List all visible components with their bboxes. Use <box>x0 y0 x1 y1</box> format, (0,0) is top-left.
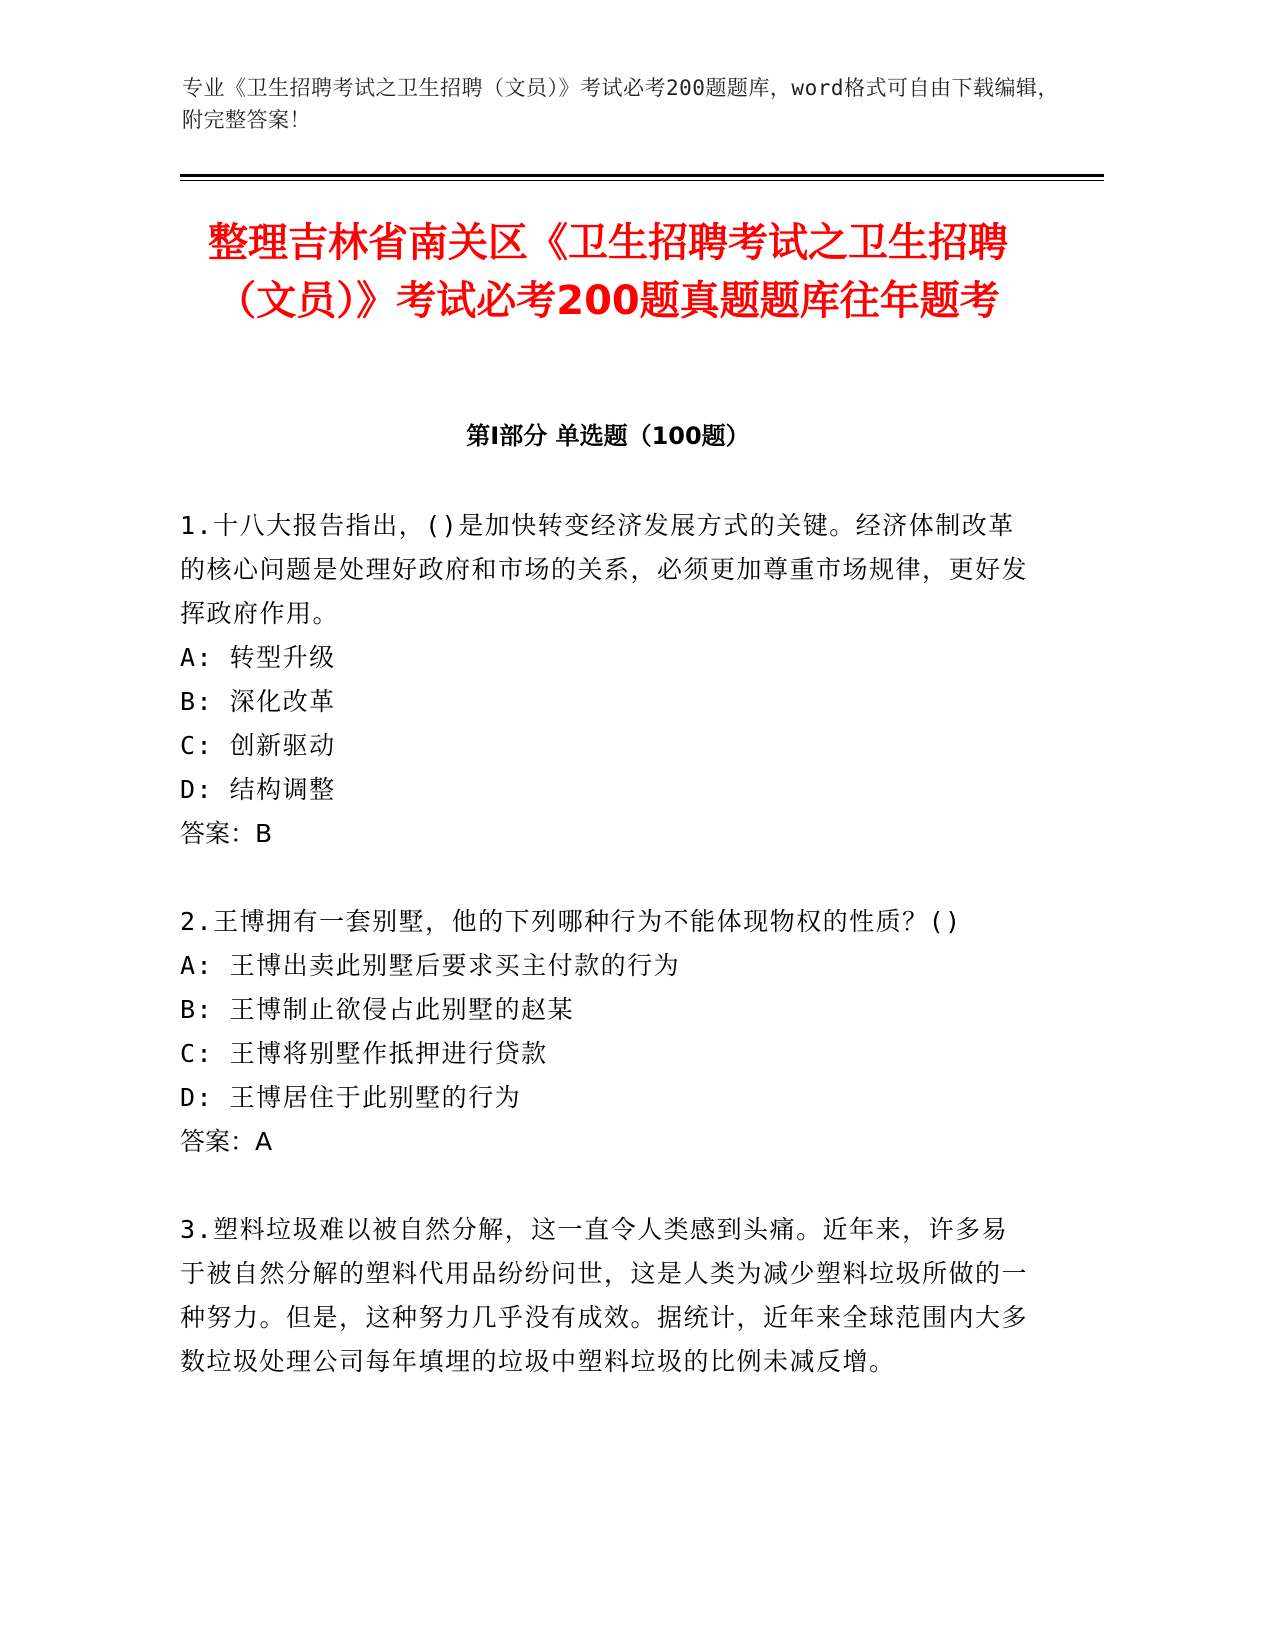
question-list <box>180 504 1028 1428</box>
document-title: 整理吉林省南关区《卫生招聘考试之卫生招聘（文员）》考试必考200题真题题库往年题考 <box>208 220 1008 324</box>
option-b: B: 深化改革 <box>180 687 336 716</box>
question-2 <box>180 900 1028 1164</box>
header-divider-thick <box>180 174 1104 177</box>
option-a: A: 转型升级 <box>180 643 336 672</box>
option-d: D: 结构调整 <box>180 775 336 804</box>
header-note: 专业《卫生招聘考试之卫生招聘（文员）》考试必考200题题库，word格式可自由下载编辑，附完整答案！ <box>182 76 1059 132</box>
question-text: 3.塑料垃圾难以被自然分解，这一直令人类感到头痛。近年来，许多易于被自然分解的塑料代用品纷纷问世，这是人类为减少塑料垃圾所做的一种努力。但是，这种努力几乎没有成效。据统计，近年来全球范围内大多数垃圾处理公司每年填埋的垃圾中塑料垃圾的比例未减反增。 <box>180 1215 1029 1376</box>
question-text: 2.王博拥有一套别墅，他的下列哪种行为不能体现物权的性质？() <box>180 907 962 936</box>
answer-label: 答案：A <box>180 1127 273 1156</box>
question-3 <box>180 1208 1028 1384</box>
question-1 <box>180 504 1028 856</box>
option-b: B: 王博制止欲侵占此别墅的赵某 <box>180 995 575 1024</box>
option-d: D: 王博居住于此别墅的行为 <box>180 1083 522 1112</box>
section-heading: 第I部分 单选题（100题） <box>466 422 750 450</box>
header-divider-thin <box>180 180 1104 181</box>
answer-label: 答案：B <box>180 819 273 848</box>
option-a: A: 王博出卖此别墅后要求买主付款的行为 <box>180 951 681 980</box>
question-text: 1.十八大报告指出，()是加快转变经济发展方式的关键。经济体制改革的核心问题是处理好政府和市场的关系，必须更加尊重市场规律，更好发挥政府作用。 <box>180 511 1029 628</box>
option-c: C: 创新驱动 <box>180 731 336 760</box>
option-c: C: 王博将别墅作抵押进行贷款 <box>180 1039 548 1068</box>
